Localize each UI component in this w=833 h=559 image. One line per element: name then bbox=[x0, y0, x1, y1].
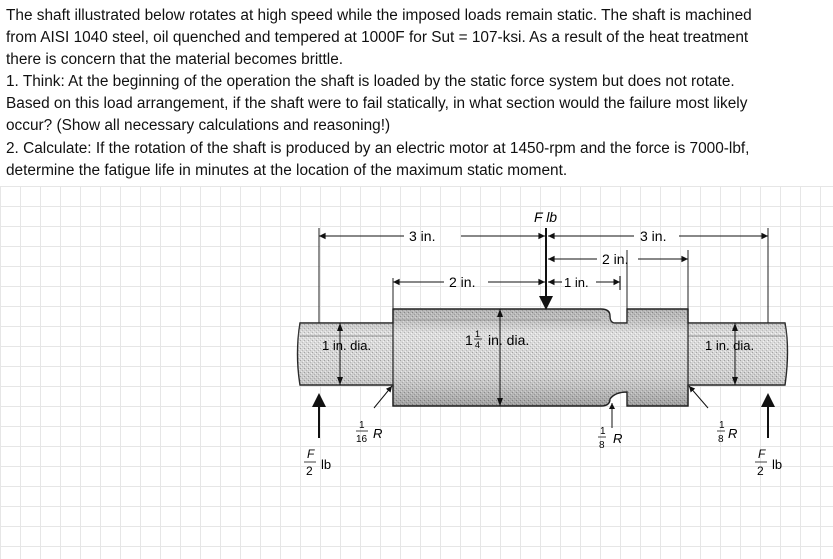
svg-text:1: 1 bbox=[719, 420, 725, 431]
svg-text:R: R bbox=[373, 426, 383, 441]
svg-text:8: 8 bbox=[718, 434, 724, 445]
problem-line: from AISI 1040 steel, oil quenched and tempered at 1000F for Sut = 107-ksi. As a result of the heat treatment bbox=[6, 29, 749, 46]
svg-text:16: 16 bbox=[356, 434, 368, 445]
svg-text:1: 1 bbox=[465, 332, 473, 348]
fillet-left bbox=[356, 386, 392, 445]
svg-text:R: R bbox=[728, 426, 738, 441]
problem-line: determine the fatigue life in minutes at the location of the maximum static moment. bbox=[6, 162, 568, 179]
fillet-mid bbox=[598, 403, 622, 451]
problem-line: there is concern that the material becomes brittle. bbox=[6, 51, 344, 68]
shaft-figure bbox=[0, 186, 833, 559]
dim-right-text: 3 in. bbox=[640, 228, 667, 244]
svg-text:1: 1 bbox=[359, 420, 365, 431]
problem-line: 2. Calculate: If the rotation of the shaft is produced by an electric motor at 1450-rpm and the force is 7000-lbf, bbox=[6, 140, 750, 157]
svg-text:1: 1 bbox=[475, 329, 481, 339]
svg-text:4: 4 bbox=[475, 340, 481, 350]
reaction-right bbox=[755, 393, 782, 478]
svg-text:F: F bbox=[758, 447, 766, 461]
svg-text:lb: lb bbox=[772, 457, 783, 472]
problem-line: occur? (Show all necessary calculations and reasoning!) bbox=[6, 117, 391, 134]
problem-statement bbox=[0, 0, 833, 186]
reaction-left bbox=[304, 393, 331, 478]
svg-text:lb: lb bbox=[321, 457, 332, 472]
svg-text:2: 2 bbox=[757, 464, 764, 478]
dimension-lines bbox=[319, 236, 768, 290]
svg-text:1 in. dia.: 1 in. dia. bbox=[322, 338, 372, 353]
svg-text:8: 8 bbox=[599, 440, 605, 451]
load-label: F lb bbox=[534, 209, 558, 225]
svg-text:F: F bbox=[307, 447, 315, 461]
dim-mid-left-text: 2 in. bbox=[449, 274, 476, 290]
problem-line: Based on this load arrangement, if the shaft were to fail statically, in what section would the failure most likely bbox=[6, 95, 748, 112]
dim-left-text: 3 in. bbox=[409, 228, 436, 244]
fillet-right bbox=[689, 386, 737, 445]
svg-text:1: 1 bbox=[600, 426, 606, 437]
problem-line: 1. Think: At the beginning of the operation the shaft is loaded by the static force system but does not rotate. bbox=[6, 73, 735, 90]
svg-text:1 in. dia.: 1 in. dia. bbox=[705, 338, 755, 353]
shaft-body bbox=[298, 309, 788, 406]
dim-mid-right-text: 2 in. bbox=[602, 251, 629, 267]
problem-line: The shaft illustrated below rotates at high speed while the imposed loads remain static. The shaft is machined bbox=[6, 7, 752, 24]
svg-text:2: 2 bbox=[306, 464, 313, 478]
dim-one-text: 1 in. bbox=[564, 275, 589, 290]
svg-text:R: R bbox=[613, 431, 623, 446]
svg-text:in. dia.: in. dia. bbox=[488, 332, 530, 348]
